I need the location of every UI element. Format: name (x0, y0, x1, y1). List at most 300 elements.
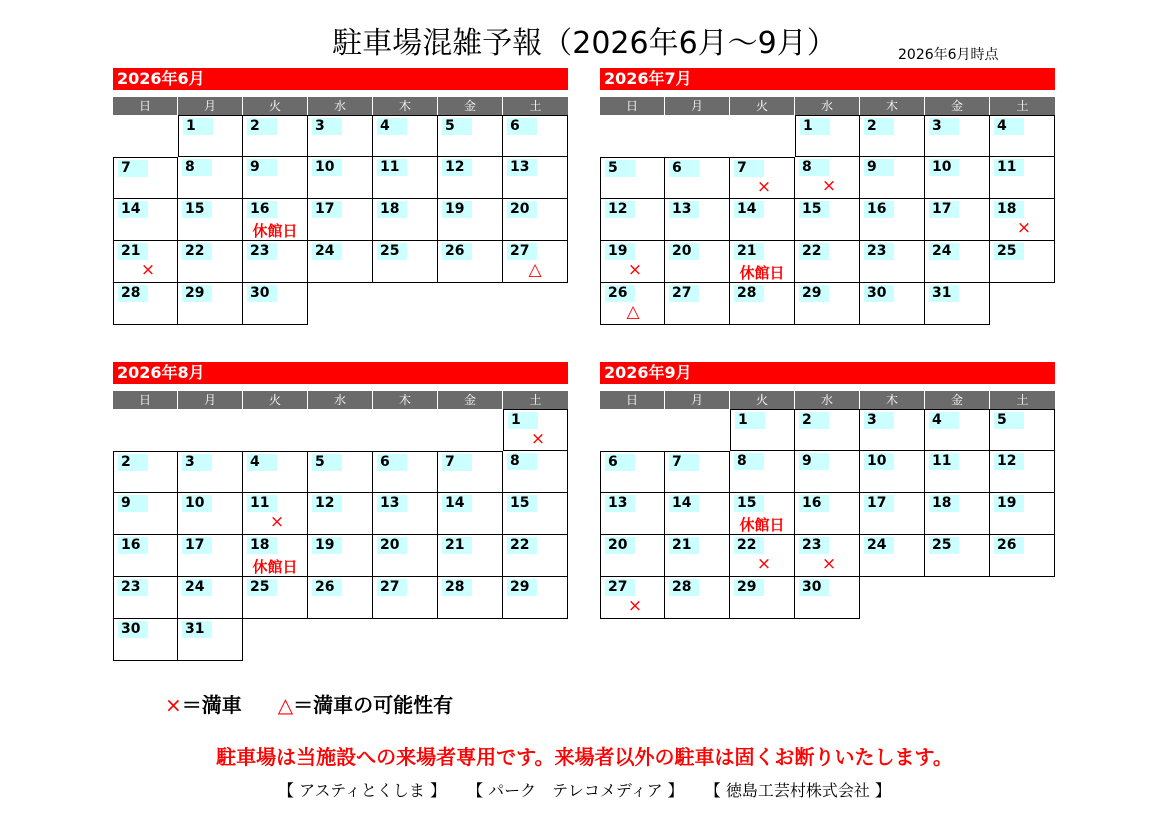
day-number: 22 (734, 537, 764, 554)
day-cell (665, 535, 730, 577)
empty-cell (665, 409, 730, 451)
day-cell (438, 451, 503, 493)
day-number: 27 (605, 579, 635, 596)
empty-cell (243, 409, 308, 451)
empty-cell (503, 619, 568, 661)
day-number: 3 (182, 454, 212, 471)
day-number: 30 (247, 285, 277, 302)
day-number: 30 (118, 621, 148, 638)
day-number: 28 (118, 285, 148, 302)
day-cell (178, 619, 243, 661)
maybe-symbol: △ (277, 693, 294, 717)
closed-day-label: 休館日 (739, 264, 785, 282)
day-cell (503, 157, 568, 199)
weekday-tue: 火 (730, 97, 795, 115)
empty-cell (503, 283, 568, 325)
day-cell (438, 241, 503, 283)
day-cell (665, 199, 730, 241)
day-number: 15 (799, 201, 829, 218)
day-number: 9 (864, 159, 894, 176)
day-number: 20 (377, 537, 407, 554)
day-cell (308, 451, 373, 493)
empty-cell (438, 283, 503, 325)
weekday-tue: 火 (243, 97, 308, 115)
weekday-sat: 土 (529, 99, 542, 113)
facility-list (0, 778, 1169, 801)
day-number: 11 (377, 159, 407, 176)
day-number: 4 (994, 118, 1024, 135)
day-cell (795, 157, 860, 199)
day-cell (665, 283, 730, 325)
day-grid (600, 409, 1055, 619)
day-cell (795, 241, 860, 283)
day-number: 5 (605, 160, 635, 177)
day-cell (795, 409, 860, 451)
day-number: 14 (734, 201, 764, 218)
weekday-mon: 月 (178, 97, 243, 115)
day-cell (243, 493, 308, 535)
full-mark: × (821, 176, 837, 196)
day-number: 1 (800, 118, 830, 135)
weekday-sun: 日 (600, 97, 665, 115)
day-number: 2 (247, 118, 277, 135)
day-number: 7 (734, 160, 764, 177)
day-cell (730, 241, 795, 283)
day-cell (113, 283, 178, 325)
day-number: 2 (118, 454, 148, 471)
day-number: 29 (182, 285, 212, 302)
full-mark: × (530, 429, 546, 449)
day-number: 10 (864, 453, 894, 470)
empty-cell (730, 115, 795, 157)
weekday-mon: 月 (665, 391, 730, 409)
day-number: 5 (994, 412, 1024, 429)
day-cell (730, 535, 795, 577)
day-number: 24 (929, 243, 959, 260)
day-grid (600, 115, 1055, 325)
day-number: 29 (734, 579, 764, 596)
day-cell (113, 157, 178, 199)
day-number: 2 (799, 412, 829, 429)
day-cell (990, 535, 1055, 577)
day-cell (925, 451, 990, 493)
day-number: 12 (442, 159, 472, 176)
weekday-sun: 日 (113, 391, 178, 409)
day-cell (795, 115, 860, 157)
weekday-fri: 金 (438, 97, 503, 115)
day-cell (113, 535, 178, 577)
empty-cell (373, 283, 438, 325)
weekday-sun: 日 (113, 97, 178, 115)
day-cell (925, 157, 990, 199)
empty-cell (600, 409, 665, 451)
day-cell (925, 199, 990, 241)
day-number: 9 (799, 453, 829, 470)
day-number: 19 (312, 537, 342, 554)
day-number: 22 (182, 243, 212, 260)
day-number: 17 (182, 537, 212, 554)
day-number: 31 (929, 285, 959, 302)
day-cell (990, 409, 1055, 451)
day-number: 10 (312, 159, 342, 176)
day-number: 14 (669, 495, 699, 512)
day-cell (990, 451, 1055, 493)
day-cell (243, 577, 308, 619)
day-number: 17 (864, 495, 894, 512)
day-number: 25 (929, 537, 959, 554)
day-number: 25 (247, 579, 277, 596)
day-number: 14 (118, 201, 148, 218)
day-number: 4 (247, 454, 277, 471)
day-number: 24 (312, 243, 342, 260)
day-number: 25 (994, 243, 1024, 260)
day-cell (795, 577, 860, 619)
empty-cell (308, 409, 373, 451)
day-number: 21 (442, 537, 472, 554)
day-cell (860, 535, 925, 577)
day-number: 27 (377, 579, 407, 596)
day-number: 15 (507, 495, 537, 512)
day-number: 26 (312, 579, 342, 596)
day-cell (243, 283, 308, 325)
day-cell (503, 451, 568, 493)
empty-cell (373, 619, 438, 661)
day-cell (503, 199, 568, 241)
empty-cell (438, 619, 503, 661)
day-cell (438, 577, 503, 619)
month-label: 2026年6月 (113, 68, 568, 90)
day-number: 19 (605, 243, 635, 260)
day-number: 6 (507, 118, 537, 135)
day-cell (503, 409, 568, 451)
day-cell (113, 619, 178, 661)
facility-name: 【 徳島工芸村株式会社 】 (704, 781, 891, 800)
weekday-header (600, 97, 1055, 115)
calendar-june (113, 68, 568, 325)
day-cell (600, 283, 665, 325)
day-number: 16 (247, 201, 277, 218)
day-cell (243, 115, 308, 157)
empty-cell (113, 409, 178, 451)
day-number: 8 (507, 453, 537, 470)
day-cell (795, 493, 860, 535)
day-cell (600, 451, 665, 493)
day-number: 21 (669, 537, 699, 554)
parking-notice: 駐車場は当施設への来場者専用です。来場者以外の駐車は固くお断りいたします。 (216, 745, 953, 769)
day-number: 1 (508, 412, 538, 429)
day-cell (925, 493, 990, 535)
day-number: 8 (799, 159, 829, 176)
day-number: 16 (118, 537, 148, 554)
weekday-wed: 水 (795, 97, 860, 115)
day-number: 24 (864, 537, 894, 554)
day-number: 18 (994, 201, 1024, 218)
day-cell (860, 157, 925, 199)
day-cell (308, 241, 373, 283)
day-number: 26 (605, 285, 635, 302)
day-number: 4 (377, 118, 407, 135)
day-number: 12 (994, 453, 1024, 470)
day-cell (308, 577, 373, 619)
empty-cell (665, 115, 730, 157)
day-cell (178, 493, 243, 535)
day-cell (990, 199, 1055, 241)
day-number: 17 (312, 201, 342, 218)
day-number: 11 (929, 453, 959, 470)
day-number: 16 (864, 201, 894, 218)
day-number: 23 (247, 243, 277, 260)
maybe-full-mark: △ (626, 302, 640, 322)
day-number: 6 (669, 160, 699, 177)
weekday-fri: 金 (925, 97, 990, 115)
empty-cell (860, 577, 925, 619)
day-cell (503, 241, 568, 283)
full-mark: × (140, 260, 156, 280)
day-cell (925, 241, 990, 283)
day-number: 29 (799, 285, 829, 302)
weekday-mon: 月 (665, 97, 730, 115)
day-number: 1 (183, 118, 213, 135)
day-number: 27 (669, 285, 699, 302)
day-cell (600, 535, 665, 577)
empty-cell (308, 283, 373, 325)
weekday-sun: 日 (600, 391, 665, 409)
day-number: 6 (605, 454, 635, 471)
month-label: 2026年9月 (600, 362, 1055, 384)
legend (165, 689, 453, 718)
day-cell (925, 115, 990, 157)
day-number: 10 (929, 159, 959, 176)
day-cell (665, 577, 730, 619)
day-number: 13 (507, 159, 537, 176)
day-cell (178, 577, 243, 619)
closed-day-label: 休館日 (739, 516, 785, 534)
day-cell (730, 199, 795, 241)
day-cell (860, 115, 925, 157)
day-number: 25 (377, 243, 407, 260)
day-cell (373, 451, 438, 493)
day-number: 20 (669, 243, 699, 260)
day-number: 20 (605, 537, 635, 554)
weekday-sat: 土 (529, 393, 542, 407)
day-cell (503, 577, 568, 619)
empty-cell (373, 409, 438, 451)
day-cell (990, 241, 1055, 283)
day-cell (178, 451, 243, 493)
day-number: 28 (669, 579, 699, 596)
day-grid (113, 409, 568, 661)
day-number: 28 (442, 579, 472, 596)
day-number: 6 (377, 454, 407, 471)
day-number: 13 (669, 201, 699, 218)
day-number: 7 (442, 454, 472, 471)
empty-cell (178, 409, 243, 451)
day-cell (860, 409, 925, 451)
day-cell (438, 535, 503, 577)
day-cell (178, 115, 243, 157)
day-cell (795, 283, 860, 325)
day-cell (308, 535, 373, 577)
day-cell (990, 493, 1055, 535)
day-cell (600, 577, 665, 619)
day-cell (373, 199, 438, 241)
day-cell (860, 493, 925, 535)
full-mark: × (627, 596, 643, 616)
day-number: 21 (734, 243, 764, 260)
weekday-thu: 木 (860, 97, 925, 115)
full-symbol: × (165, 693, 182, 717)
weekday-sat: 土 (1016, 393, 1029, 407)
day-cell (178, 241, 243, 283)
day-number: 11 (247, 495, 277, 512)
day-cell (113, 451, 178, 493)
day-number: 15 (734, 495, 764, 512)
day-cell (795, 535, 860, 577)
day-cell (503, 535, 568, 577)
day-number: 12 (605, 201, 635, 218)
day-cell (438, 157, 503, 199)
day-cell (665, 493, 730, 535)
day-number: 9 (118, 495, 148, 512)
day-cell (243, 157, 308, 199)
day-number: 1 (735, 412, 765, 429)
empty-cell (308, 619, 373, 661)
full-mark: × (756, 554, 772, 574)
day-cell (438, 115, 503, 157)
maybe-label: ＝満車の可能性有 (293, 693, 454, 717)
day-cell (113, 199, 178, 241)
day-number: 9 (247, 159, 277, 176)
day-cell (373, 493, 438, 535)
weekday-wed: 水 (795, 391, 860, 409)
empty-cell (990, 577, 1055, 619)
day-number: 17 (929, 201, 959, 218)
day-cell (990, 115, 1055, 157)
day-cell (990, 157, 1055, 199)
day-cell (730, 577, 795, 619)
day-cell (373, 115, 438, 157)
closed-day-label: 休館日 (252, 222, 298, 240)
empty-cell (113, 115, 178, 157)
day-cell (600, 493, 665, 535)
empty-cell (990, 283, 1055, 325)
day-number: 2 (864, 118, 894, 135)
day-cell (113, 493, 178, 535)
day-cell (438, 493, 503, 535)
day-cell (113, 577, 178, 619)
day-cell (860, 241, 925, 283)
day-number: 5 (442, 118, 472, 135)
day-number: 23 (799, 537, 829, 554)
day-number: 12 (312, 495, 342, 512)
day-cell (665, 157, 730, 199)
day-number: 16 (799, 495, 829, 512)
day-number: 26 (442, 243, 472, 260)
day-cell (308, 493, 373, 535)
full-mark: × (821, 554, 837, 574)
day-cell (925, 409, 990, 451)
day-number: 22 (799, 243, 829, 260)
empty-cell (438, 409, 503, 451)
weekday-wed: 水 (308, 97, 373, 115)
day-cell (600, 199, 665, 241)
closed-day-label: 休館日 (252, 558, 298, 576)
full-mark: × (627, 260, 643, 280)
weekday-fri: 金 (438, 391, 503, 409)
day-cell (730, 493, 795, 535)
empty-cell (925, 577, 990, 619)
empty-cell (600, 115, 665, 157)
day-number: 28 (734, 285, 764, 302)
day-cell (373, 157, 438, 199)
weekday-wed: 水 (308, 391, 373, 409)
day-cell (373, 577, 438, 619)
day-number: 19 (442, 201, 472, 218)
day-cell (243, 241, 308, 283)
facility-name: 【 アスティとくしま 】 (278, 781, 446, 800)
maybe-full-mark: △ (528, 260, 542, 280)
day-cell (373, 535, 438, 577)
day-number: 30 (799, 579, 829, 596)
day-cell (925, 535, 990, 577)
day-cell (503, 115, 568, 157)
day-cell (600, 241, 665, 283)
day-number: 5 (312, 454, 342, 471)
day-number: 19 (994, 495, 1024, 512)
day-number: 7 (118, 160, 148, 177)
calendar-august (113, 362, 568, 661)
page-title: 駐車場混雑予報（2026年6月～9月） (332, 26, 837, 61)
day-grid (113, 115, 568, 325)
day-number: 7 (669, 454, 699, 471)
as-of-date: 2026年6月時点 (898, 47, 999, 63)
full-mark: × (1016, 218, 1032, 238)
day-cell (795, 199, 860, 241)
day-cell (243, 199, 308, 241)
day-cell (178, 283, 243, 325)
day-cell (308, 115, 373, 157)
full-mark: × (756, 177, 772, 197)
weekday-fri: 金 (925, 391, 990, 409)
day-number: 4 (929, 412, 959, 429)
day-number: 3 (929, 118, 959, 135)
weekday-header (113, 97, 568, 115)
day-cell (795, 451, 860, 493)
weekday-header (600, 391, 1055, 409)
calendar-september (600, 362, 1055, 619)
day-cell (860, 283, 925, 325)
day-number: 3 (864, 412, 894, 429)
month-label: 2026年7月 (600, 68, 1055, 90)
day-number: 23 (118, 579, 148, 596)
weekday-header (113, 391, 568, 409)
full-label: ＝満車 (181, 693, 242, 717)
day-number: 15 (182, 201, 212, 218)
day-number: 18 (247, 537, 277, 554)
weekday-mon: 月 (178, 391, 243, 409)
day-cell (178, 157, 243, 199)
day-number: 24 (182, 579, 212, 596)
day-number: 30 (864, 285, 894, 302)
day-cell (243, 535, 308, 577)
day-cell (730, 409, 795, 451)
day-cell (730, 451, 795, 493)
day-number: 22 (507, 537, 537, 554)
day-number: 10 (182, 495, 212, 512)
day-number: 23 (864, 243, 894, 260)
day-cell (308, 199, 373, 241)
day-cell (113, 241, 178, 283)
